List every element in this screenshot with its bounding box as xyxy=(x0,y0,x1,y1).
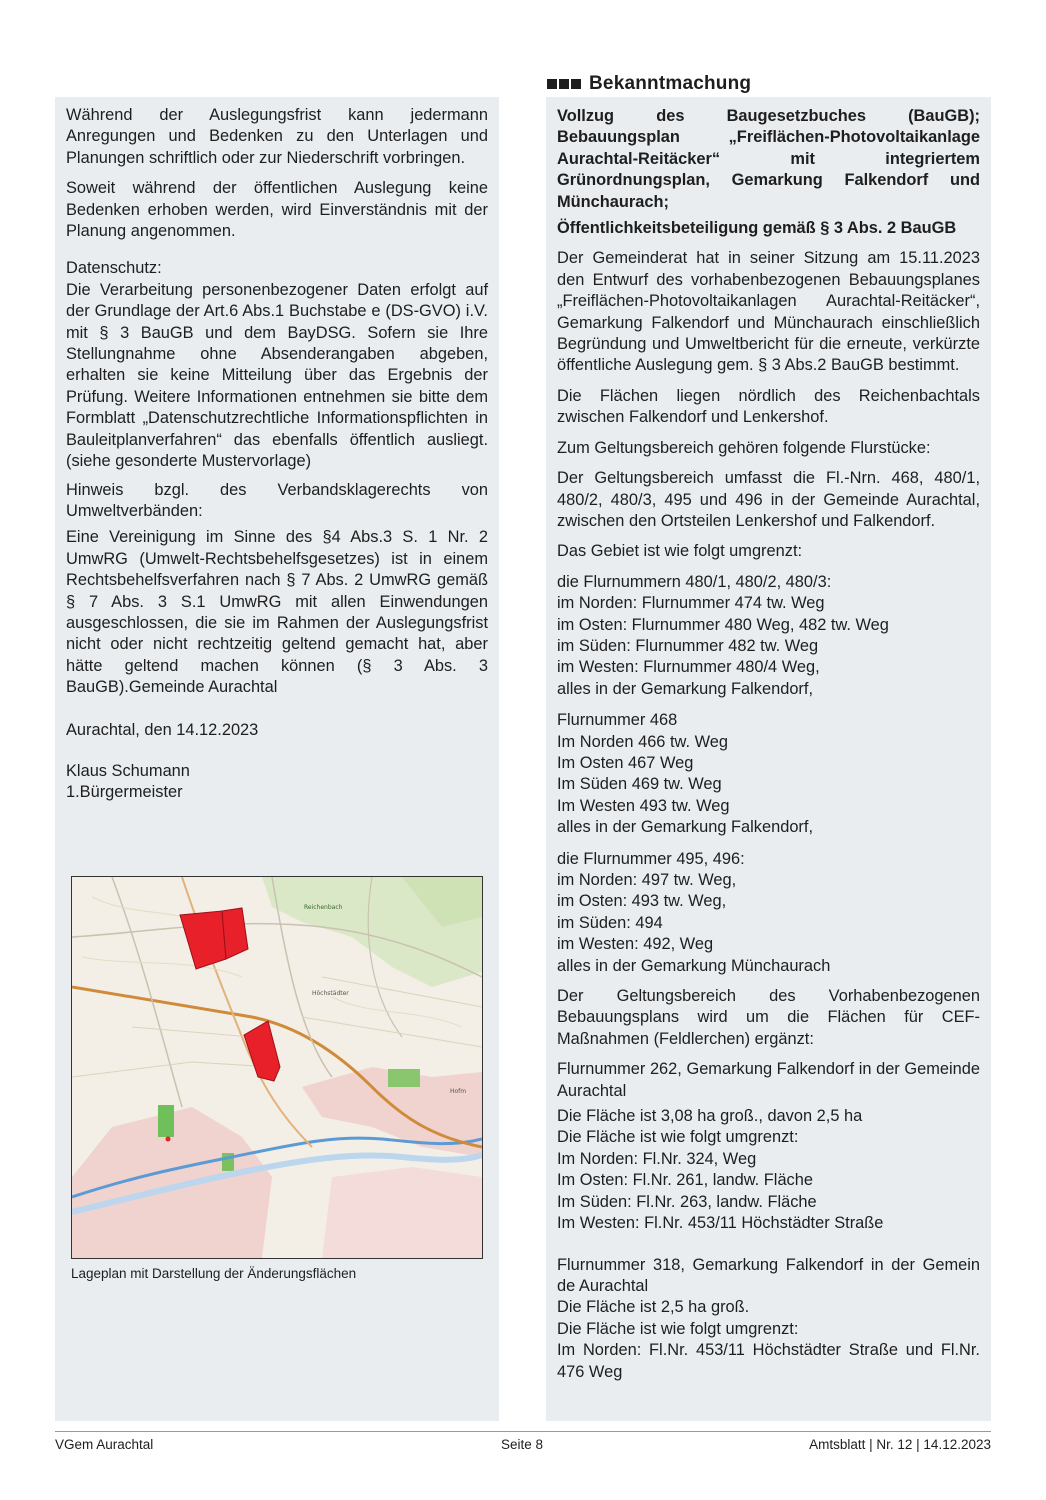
boundary-block-495 xyxy=(557,849,980,977)
boundary-block-480 xyxy=(557,572,980,700)
boundary-line: im Osten: Flurnummer 480 Weg, 482 tw. Weg xyxy=(557,615,889,634)
site-plan-map xyxy=(71,876,483,1259)
boundary-line: im Osten: 493 tw. Weg, xyxy=(557,892,727,911)
boundary-line: Die Fläche ist 2,5 ha groß. xyxy=(557,1298,750,1317)
map-graphic xyxy=(72,877,482,1258)
signature-block xyxy=(66,761,488,804)
section-title: Bekanntmachung xyxy=(589,73,752,94)
boundary-line: im Norden: Flurnummer 474 tw. Weg xyxy=(557,594,825,613)
boundary-intro: Das Gebiet ist wie folgt umgrenzt: xyxy=(557,542,803,561)
council-paragraph: Der Gemeinderat hat in seiner Sitzung am 15.11.2023 den Entwurf des vorhabenbezogenen Bebauungsplanes „Freiflächen-Photovoltaikanlagen Aurachtal-Reitäcker“, Gemarkung Falkendorf und Münchaurach einschließlich Begründung und Umweltbericht für die erneute, verkürzte öffentliche Auslegung gem. § 3 Abs.2 BauGB bestimmt. xyxy=(557,249,980,375)
boundary-line: im Norden: 497 tw. Weg, xyxy=(557,871,737,889)
scope-paragraph: Der Geltungsbereich umfasst die Fl.-Nrn. 468, 480/1, 480/2, 480/3, 495 und 496 in der Gemeinde Aurachtal, zwischen den Ortsteilen Lenkershof und Falkendorf. xyxy=(557,469,980,530)
section-squares-icon xyxy=(547,79,581,89)
boundary-line: Im Norden: Fl.Nr. 324, Weg xyxy=(557,1149,757,1168)
objection-paragraph: Während der Auslegungsfrist kann jedermann Anregungen und Bedenken zu den Unterlagen und Planungen schriftlich oder zur Niederschrift vorbringen. xyxy=(66,106,488,167)
boundary-line: Im Norden: Fl.Nr. 453/11 Höchstädter Straße und Fl.Nr. 476 Weg xyxy=(557,1341,980,1381)
footer-right: Amtsblatt | Nr. 12 | 14.12.2023 xyxy=(809,1437,991,1452)
footer-divider xyxy=(55,1431,991,1432)
boundary-line: im Süden: 494 xyxy=(557,913,663,932)
signer-title: 1.Bürgermeister xyxy=(66,783,183,802)
boundary-line: Die Fläche ist 3,08 ha groß., davon 2,5 ha xyxy=(557,1107,863,1126)
boundary-line: Die Fläche ist wie folgt umgrenzt: xyxy=(557,1319,799,1338)
map-label: Reichenbach xyxy=(304,904,343,911)
place-date: Aurachtal, den 14.12.2023 xyxy=(66,720,259,739)
cef-paragraph: Der Geltungsbereich des Vorhabenbezogenen Bebauungsplans wird um die Flächen für CEF-Maßnahmen (Feldlerchen) ergänzt: xyxy=(557,987,980,1048)
location-paragraph: Die Flächen liegen nördlich des Reichenbachtals zwischen Falkendorf und Lenkershof. xyxy=(557,386,980,427)
consent-paragraph: Soweit während der öffentlichen Auslegung keine Bedenken erhoben werden, wird Einverständnis mit der Planung angenommen. xyxy=(66,179,488,241)
privacy-label: Datenschutz: xyxy=(66,259,162,278)
boundary-line: Flurnummer 468 xyxy=(557,711,678,730)
parcel-262-heading: Flurnummer 262, Gemarkung Falkendorf in der Gemeinde Aurachtal xyxy=(557,1060,980,1100)
boundary-line: alles in der Gemarkung Münchaurach xyxy=(557,956,831,975)
boundary-line: die Flurnummer 495, 496: xyxy=(557,849,745,868)
boundary-line: Im Westen: Fl.Nr. 453/11 Höchstädter Straße xyxy=(557,1214,884,1233)
boundary-line: Die Fläche ist wie folgt umgrenzt: xyxy=(557,1128,799,1147)
map-marker xyxy=(166,1137,171,1142)
privacy-text: Die Verarbeitung personenbezogener Daten erfolgt auf der Grundlage der Art.6 Abs.1 Buchstabe e (DS-GVO) i.V. mit § 3 BauGB und dem BayDSG. Sofern sie Ihre Stellungnahme ohne Absenderangaben abgeben, erhalten sie keine Mitteilung über das Ergebnis der Prüfung. Weitere Informationen entnehmen sie bitte dem Formblatt „Datenschutzrechtliche Informationspflichten in Bauleitplanverfahren“ das ebenfalls öffentlich ausliegt. (siehe gesonderte Mustervorlage) xyxy=(66,280,488,471)
boundary-block-468 xyxy=(557,710,980,838)
residential-area xyxy=(322,1167,482,1258)
boundary-line: Im Süden: Fl.Nr. 263, landw. Fläche xyxy=(557,1192,817,1211)
footer-left: VGem Aurachtal xyxy=(55,1437,154,1452)
boundary-line: Im Norden 466 tw. Weg xyxy=(557,732,728,751)
boundary-line: alles in der Gemarkung Falkendorf, xyxy=(557,818,813,837)
boundary-line: Im Osten: Fl.Nr. 261, landw. Fläche xyxy=(557,1171,813,1190)
boundary-line: Im Westen 493 tw. Weg xyxy=(557,796,730,815)
map-caption: Lageplan mit Darstellung der Änderungsflächen xyxy=(71,1266,357,1281)
announcement-subtitle: Öffentlichkeitsbeteiligung gemäß § 3 Abs. 2 BauGB xyxy=(557,219,957,238)
parcel-318-block xyxy=(557,1297,980,1383)
footer-page-number: Seite 8 xyxy=(501,1437,544,1452)
map-label: Höchstädter xyxy=(312,990,349,997)
boundary-line: im Westen: Flurnummer 480/4 Weg, xyxy=(557,658,820,677)
map-label: Hofm xyxy=(450,1088,467,1095)
privacy-section xyxy=(66,258,488,472)
boundary-line: die Flurnummern 480/1, 480/2, 480/3: xyxy=(557,572,832,591)
boundary-line: im Süden: Flurnummer 482 tw. Weg xyxy=(557,636,819,655)
section-header xyxy=(547,73,751,95)
boundary-line: im Westen: 492, Weg xyxy=(557,935,714,954)
parcels-intro: Zum Geltungsbereich gehören folgende Flurstücke: xyxy=(557,438,931,457)
signer-name: Klaus Schumann xyxy=(66,761,190,780)
announcement-title: Vollzug des Baugesetzbuches (BauGB); Bebauungsplan „Freiflächen-Photovoltaikanlage Aurachtal-Reitäcker“ mit integriertem Grünordnungsplan, Gemarkung Falkendorf und Münchaurach; xyxy=(557,107,980,211)
parcel-318-heading: Flurnummer 318, Gemarkung Falkendorf in der Gemein de Aurachtal xyxy=(557,1255,980,1295)
boundary-line: Im Süden 469 tw. Weg xyxy=(557,775,722,794)
meadow-patch xyxy=(388,1069,420,1087)
boundary-line: alles in der Gemarkung Falkendorf, xyxy=(557,679,813,698)
meadow-patch xyxy=(158,1105,174,1137)
boundary-line: Im Osten 467 Weg xyxy=(557,753,694,772)
association-paragraph: Eine Vereinigung im Sinne des §4 Abs.3 S. 1 Nr. 2 UmwRG (Umwelt-Rechtsbehelfsgesetzes) ist in einem Rechtsbehelfsverfahren nach § 7 Abs. 2 UmwRG gemäß § 7 Abs. 3 S.1 UmwRG mit allen Einwendungen ausgeschlossen, die sie im Rahmen der Auslegungsfrist nicht oder nicht rechtzeitig geltend gemacht hat, aber hätte geltend machen können (§ 3 Abs. 3 BauGB).Gemeinde Aurachtal xyxy=(66,528,488,697)
parcel-262-block xyxy=(557,1106,980,1234)
association-note: Hinweis bzgl. des Verbandsklagerechts von Umweltverbänden: xyxy=(66,480,488,520)
right-column xyxy=(546,97,991,1421)
